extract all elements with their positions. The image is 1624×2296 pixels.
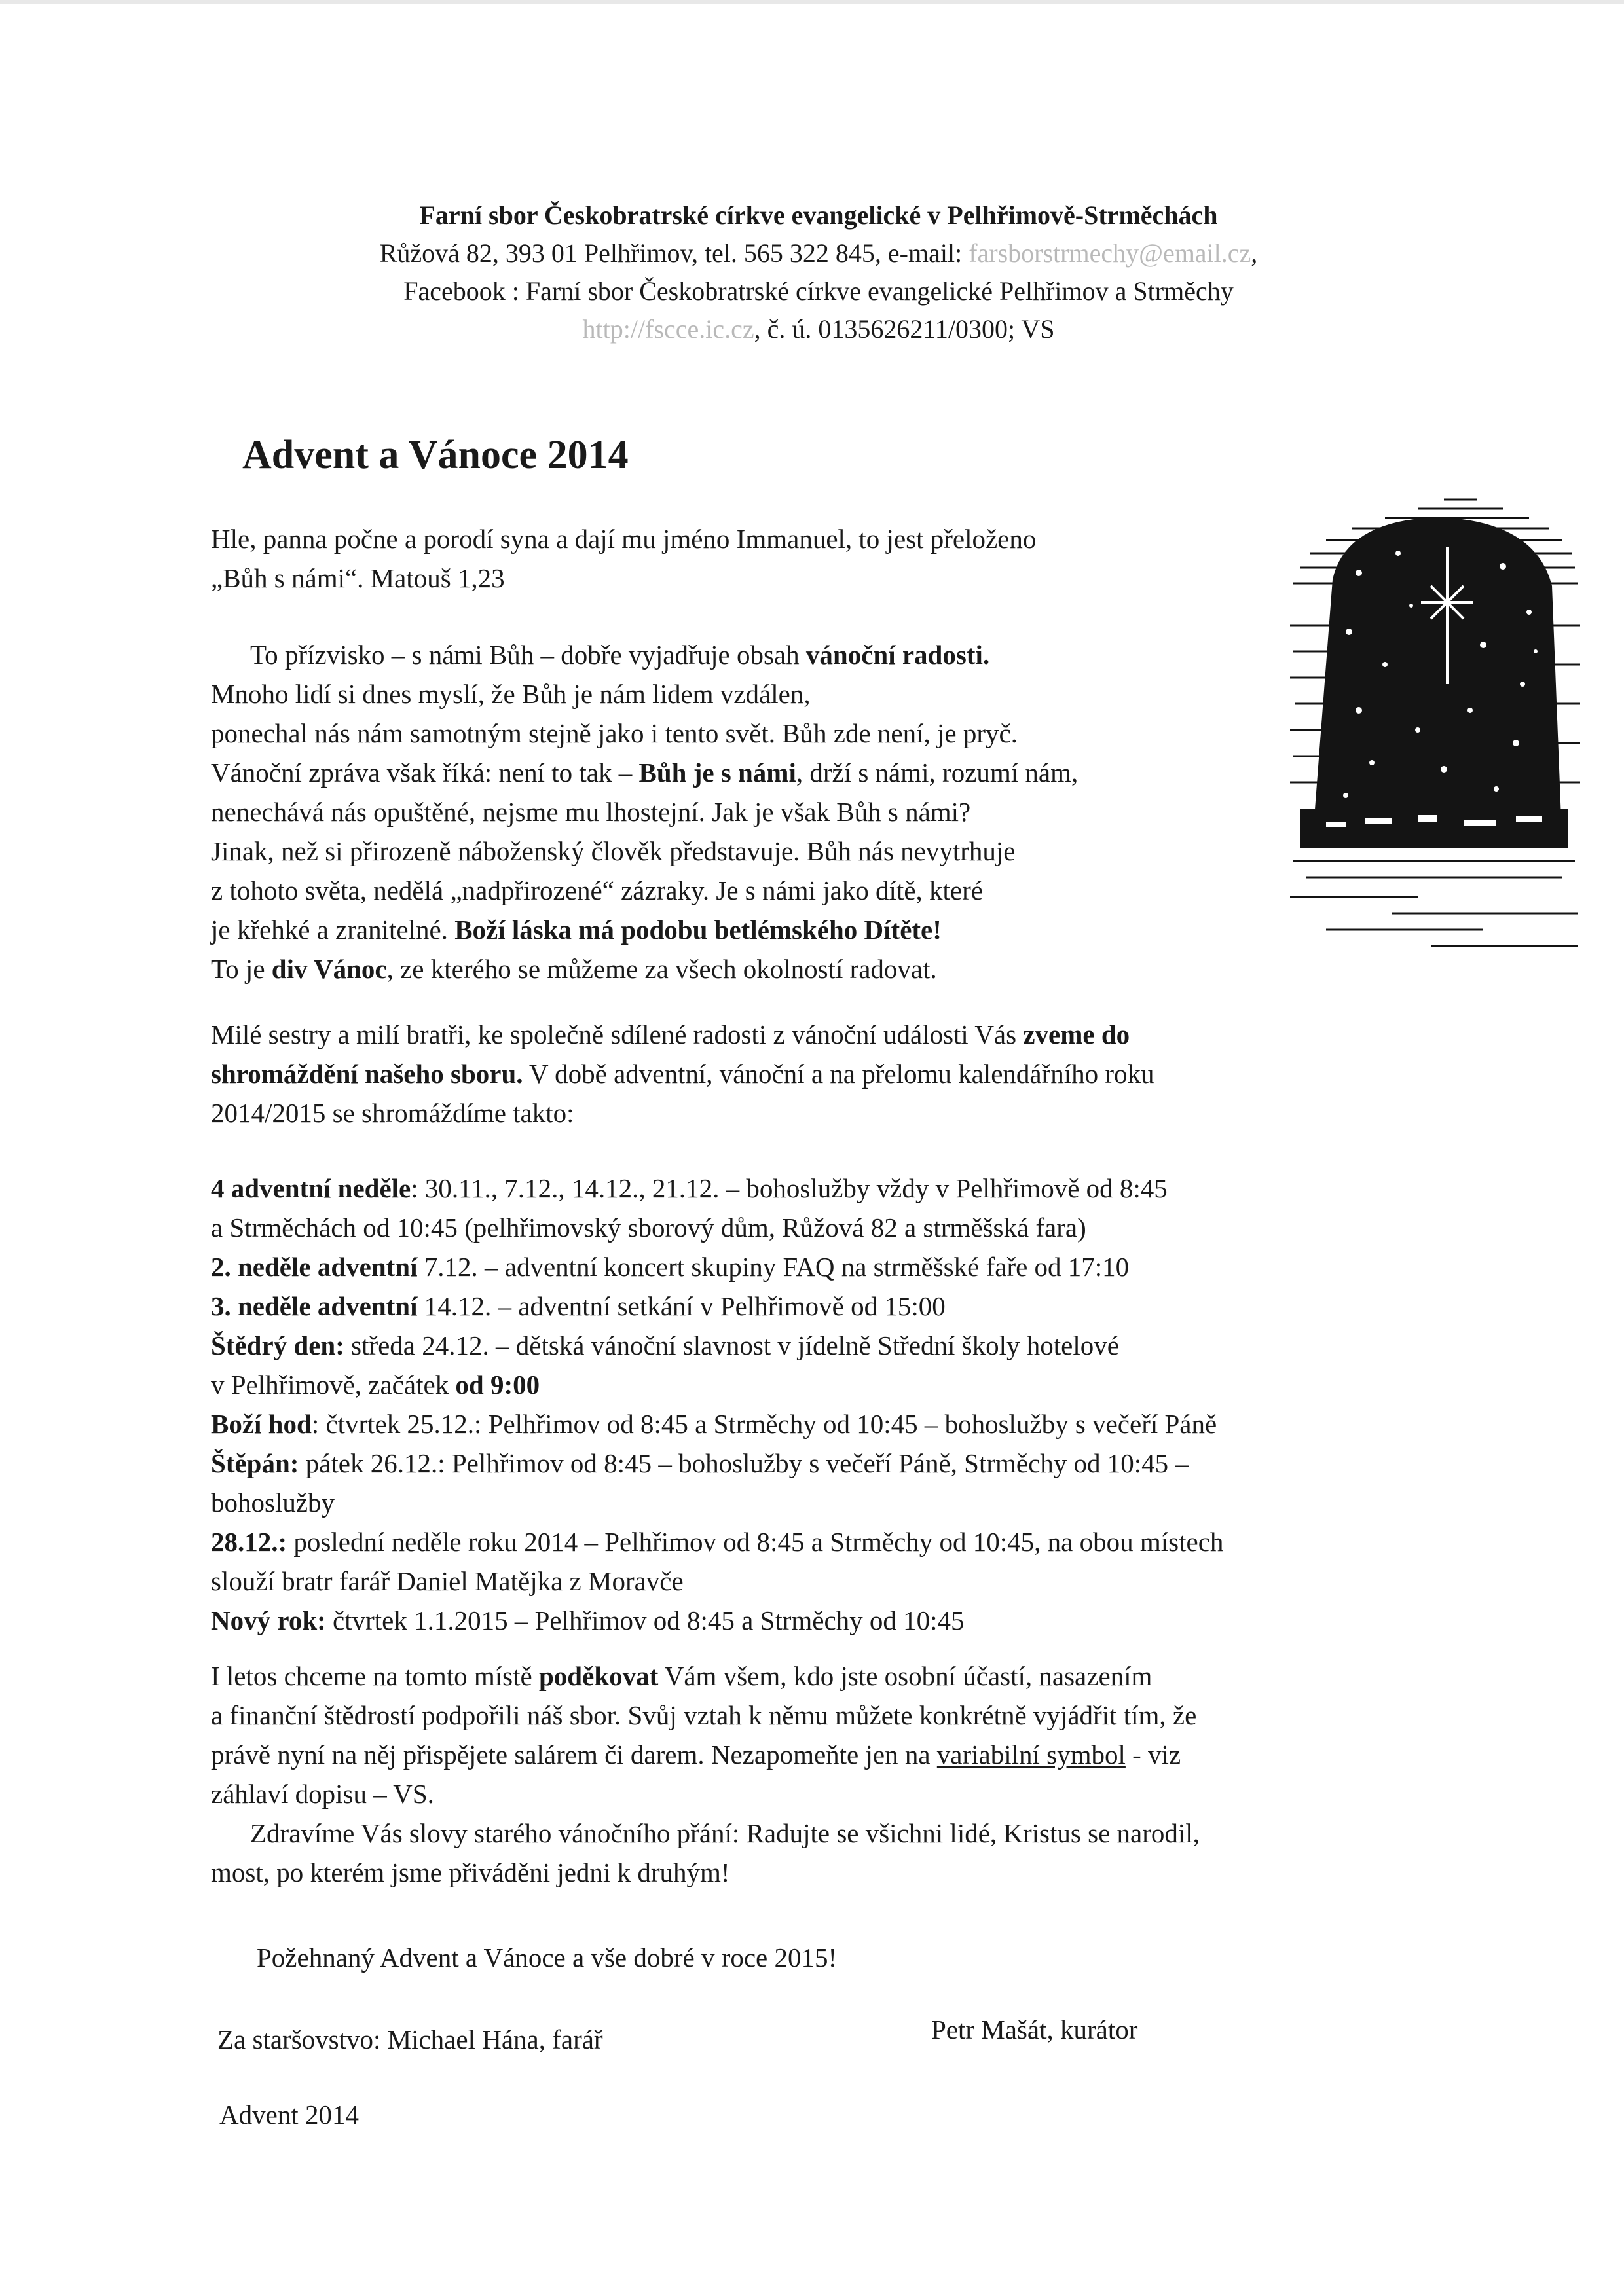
schedule-line [211, 1522, 1223, 1561]
schedule-text: : 30.11., 7.12., 14.12., 21.12. – bohoslužby vždy v Pelhřimově od 8:45 [411, 1173, 1168, 1203]
schedule-line [211, 1561, 1223, 1601]
paragraph-line [211, 1656, 1200, 1696]
schedule-label: 28.12.: [211, 1527, 287, 1557]
paragraph-line: z tohoto světa, nedělá „nadpřirozené“ zázraky. Je s námi jako dítě, které [211, 875, 983, 905]
text-span: je křehké a zranitelné. [211, 915, 455, 945]
bold-span: Bůh je s námi [638, 757, 796, 788]
schedule-line [211, 1247, 1223, 1286]
page-title: Advent a Vánoce 2014 [242, 433, 629, 477]
paragraph-line: a finanční štědrostí podpořili náš sbor. Svůj vztah k němu můžete konkrétně vyjádřit tím, že [211, 1700, 1197, 1730]
facebook-line: Facebook : Farní sbor Českobratrské církve evangelické Pelhřimov a Strměchy [403, 276, 1234, 306]
paragraph-line [211, 910, 1078, 949]
schedule-line [211, 1365, 1223, 1404]
schedule-line [211, 1404, 1223, 1444]
paragraph-line: most, po kterém jsme přiváděni jedni k druhým! [211, 1857, 730, 1887]
letterhead [216, 196, 1421, 348]
website-link[interactable]: http://fscce.ic.cz [582, 314, 754, 344]
schedule-line [211, 1169, 1223, 1208]
schedule-text: poslední neděle roku 2014 – Pelhřimov od 8:45 a Strměchy od 10:45, na obou místech [287, 1527, 1224, 1557]
service-schedule [211, 1169, 1223, 1640]
schedule-line [211, 1601, 1223, 1640]
account-number: , č. ú. 0135626211/0300; VS [754, 314, 1055, 344]
paragraph-line [211, 1015, 1154, 1054]
town-skyline [1300, 809, 1568, 848]
schedule-label: od 9:00 [455, 1370, 540, 1400]
thanks-paragraph [211, 1656, 1200, 1892]
text-span: právě nyní na něj přispějete salárem či darem. Nezapomeňte jen na [211, 1740, 937, 1770]
schedule-line [211, 1444, 1223, 1483]
bold-span: shromáždění našeho sboru. [211, 1059, 523, 1089]
bold-span: Boží láska má podobu betlémského Dítěte! [454, 915, 942, 945]
bold-span: poděkovat [538, 1661, 659, 1691]
text-span: Vánoční zpráva však říká: není to tak – [211, 757, 639, 788]
text-span: To přízvisko – s námi Bůh – dobře vyjadřuje obsah [250, 640, 806, 670]
bold-span: div Vánoc [271, 954, 387, 984]
paragraph-line: nenechává nás opuštěné, nejsme mu lhostejní. Jak je však Bůh s námi? [211, 797, 971, 827]
schedule-text: : čtvrtek 25.12.: Pelhřimov od 8:45 a Strměchy od 10:45 – bohoslužby s večeří Páně [311, 1409, 1217, 1439]
bible-quote [211, 519, 1036, 598]
schedule-label: Štědrý den: [211, 1330, 344, 1360]
schedule-label: Štěpán: [211, 1448, 299, 1478]
paragraph-line [211, 635, 1078, 674]
schedule-label: Boží hod [211, 1409, 312, 1439]
schedule-text: středa 24.12. – dětská vánoční slavnost v jídelně Střední školy hotelové [344, 1330, 1119, 1360]
schedule-label: 3. neděle adventní [211, 1291, 418, 1321]
text-span: To je [211, 954, 272, 984]
contact-line [216, 234, 1421, 272]
blessing: Požehnaný Advent a Vánoce a vše dobré v roce 2015! [257, 1942, 838, 1973]
schedule-line [211, 1483, 1223, 1522]
address-suffix: , [1251, 238, 1258, 268]
text-span: , drží s námi, rozumí nám, [796, 757, 1079, 788]
email-link[interactable]: farsborstrmechy@email.cz [969, 238, 1251, 268]
signature-left: Za staršovstvo: Michael Hána, farář [217, 2024, 603, 2054]
paragraph-line [211, 1735, 1200, 1774]
footer-date: Advent 2014 [219, 2100, 359, 2130]
schedule-label: Nový rok: [211, 1605, 326, 1635]
quote-line: „Bůh s námi“. Matouš 1,23 [211, 563, 505, 593]
bold-span: zveme do [1023, 1019, 1130, 1049]
schedule-label: 2. neděle adventní [211, 1252, 418, 1282]
schedule-line [211, 1208, 1223, 1247]
underlined-span: variabilní symbol [936, 1740, 1126, 1770]
bold-span: vánoční radosti. [805, 640, 990, 670]
schedule-line [211, 1286, 1223, 1326]
address-text: Růžová 82, 393 01 Pelhřimov, tel. 565 322 845, e-mail: [379, 238, 969, 268]
paragraph-line: záhlaví dopisu – VS. [211, 1779, 434, 1809]
scan-edge [0, 0, 1624, 4]
paragraph-line: Zdravíme Vás slovy starého vánočního přání: Radujte se všichni lidé, Kristus se narodil, [250, 1818, 1200, 1848]
schedule-text: 7.12. – adventní koncert skupiny FAQ na strměšské faře od 17:10 [417, 1252, 1130, 1282]
text-span: Vám všem, kdo jste osobní účastí, nasazením [658, 1661, 1153, 1691]
text-span: - viz [1125, 1740, 1181, 1770]
text-span: I letos chceme na tomto místě [211, 1661, 539, 1691]
paragraph-line: ponechal nás nám samotným stejně jako i tento svět. Bůh zde není, je pryč. [211, 718, 1018, 748]
schedule-text: a Strměchách od 10:45 (pelhřimovský sborový dům, Růžová 82 a strměšská fara) [211, 1212, 1086, 1243]
star-of-bethlehem-illustration [1287, 494, 1581, 953]
paragraph-line: Mnoho lidí si dnes myslí, že Bůh je nám lidem vzdálen, [211, 679, 811, 709]
paragraph-line: Jinak, než si přirozeně náboženský člověk představuje. Bůh nás nevytrhuje [211, 836, 1016, 866]
quote-line: Hle, panna počne a porodí syna a dají mu jméno Immanuel, to jest přeloženo [211, 524, 1037, 554]
paragraph-line [211, 1054, 1154, 1093]
text-span: V době adventní, vánoční a na přelomu kalendářního roku [523, 1059, 1154, 1089]
schedule-line [211, 1326, 1223, 1365]
paragraph-line: 2014/2015 se shromáždíme takto: [211, 1098, 574, 1128]
schedule-text: pátek 26.12.: Pelhřimov od 8:45 – bohoslužby s večeří Páně, Strměchy od 10:45 – [299, 1448, 1189, 1478]
intro-paragraph [211, 635, 1078, 989]
schedule-text: čtvrtek 1.1.2015 – Pelhřimov od 8:45 a Strměchy od 10:45 [325, 1605, 965, 1635]
schedule-text: slouží bratr farář Daniel Matějka z Moravče [211, 1566, 684, 1596]
invitation-paragraph [211, 1015, 1154, 1133]
organization-name: Farní sbor Českobratrské církve evangelické v Pelhřimově-Strměchách [419, 200, 1218, 230]
text-span: Milé sestry a milí bratři, ke společně sdílené radosti z vánoční události Vás [211, 1019, 1024, 1049]
schedule-text: 14.12. – adventní setkání v Pelhřimově od 15:00 [417, 1291, 946, 1321]
text-span: , ze kterého se můžeme za všech okolností radovat. [386, 954, 937, 984]
schedule-label: 4 adventní neděle [211, 1173, 411, 1203]
signature-right: Petr Mašát, kurátor [931, 2014, 1138, 2045]
schedule-text: v Pelhřimově, začátek [211, 1370, 456, 1400]
paragraph-line [211, 949, 1078, 989]
schedule-text: bohoslužby [211, 1487, 335, 1518]
web-account-line [216, 310, 1421, 348]
paragraph-line [211, 753, 1078, 792]
